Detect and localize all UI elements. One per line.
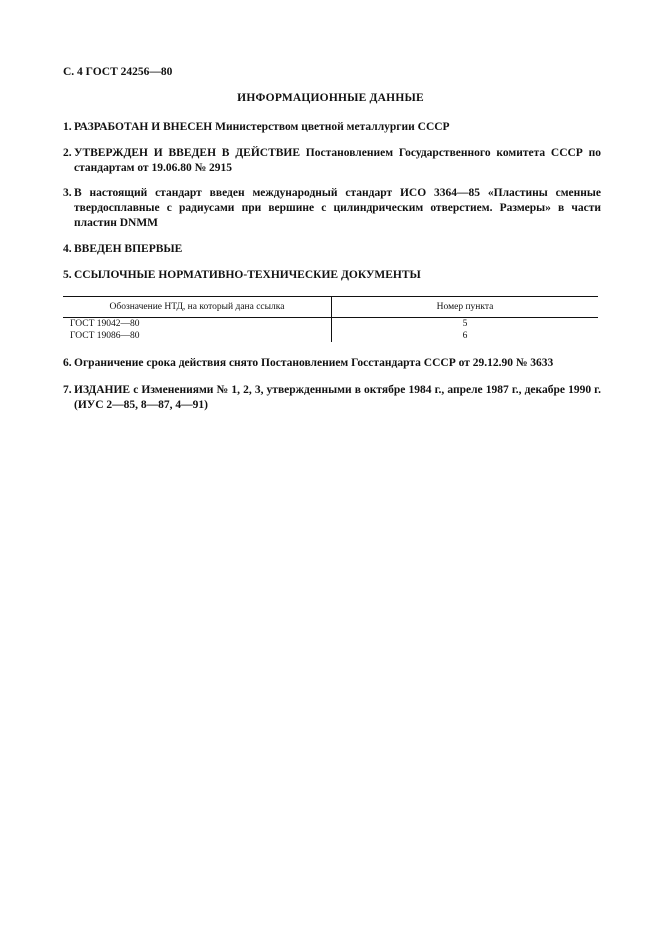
cell-clause: 5 [462,319,468,329]
item-text: ИЗДАНИЕ с Изменениями № 1, 2, 3, утвержденными в октябре 1984 г., апреле 1987 г., декабре 1990 г. (ИУС 2—85, 8—87, 4—91) [74,384,601,411]
item-text: ВВЕДЕН ВПЕРВЫЕ [74,243,183,255]
item-text: РАЗРАБОТАН И ВНЕСЕН Министерством цветной металлургии СССР [74,121,450,133]
item-number: 7. [63,384,72,396]
table-row [63,330,598,342]
column-header-clause: Номер пункта [332,297,599,318]
info-item-2 [63,146,601,176]
table-header-row [63,297,598,318]
item-text: УТВЕРЖДЕН И ВВЕДЕН В ДЕЙСТВИЕ Постановлением Государственного комитета СССР по стандартам от 19.06.80 № 2915 [74,147,601,174]
table-row [63,318,598,331]
info-item-5 [63,268,601,283]
cell-designation: ГОСТ 19086—80 [63,330,332,342]
section-title: ИНФОРМАЦИОННЫЕ ДАННЫЕ [237,92,424,104]
info-item-4 [63,242,601,257]
item-text: Ограничение срока действия снято Постановлением Госстандарта СССР от 29.12.90 № 3633 [74,357,554,369]
item-text: ССЫЛОЧНЫЕ НОРМАТИВНО-ТЕХНИЧЕСКИЕ ДОКУМЕНТЫ [74,269,421,281]
info-item-7 [63,383,601,413]
cell-clause: 6 [462,331,468,341]
info-item-3 [63,186,601,231]
cell-designation: ГОСТ 19042—80 [63,318,332,331]
item-number: 1. [63,121,72,133]
reference-documents-table [63,296,598,342]
page-header: С. 4 ГОСТ 24256—80 [63,66,173,78]
item-number: 5. [63,269,72,281]
info-item-6 [63,356,601,371]
column-header-designation: Обозначение НТД, на который дана ссылка [63,297,332,318]
item-number: 6. [63,357,72,369]
item-text: В настоящий стандарт введен международный стандарт ИСО 3364—85 «Пластины сменные твердосплавные с радиусами при вершине с цилиндрическим отверстием. Размеры» в части пластин DNMM [74,187,601,229]
item-number: 2. [63,147,72,159]
info-item-1 [63,120,601,135]
item-number: 4. [63,243,72,255]
item-number: 3. [63,187,72,199]
